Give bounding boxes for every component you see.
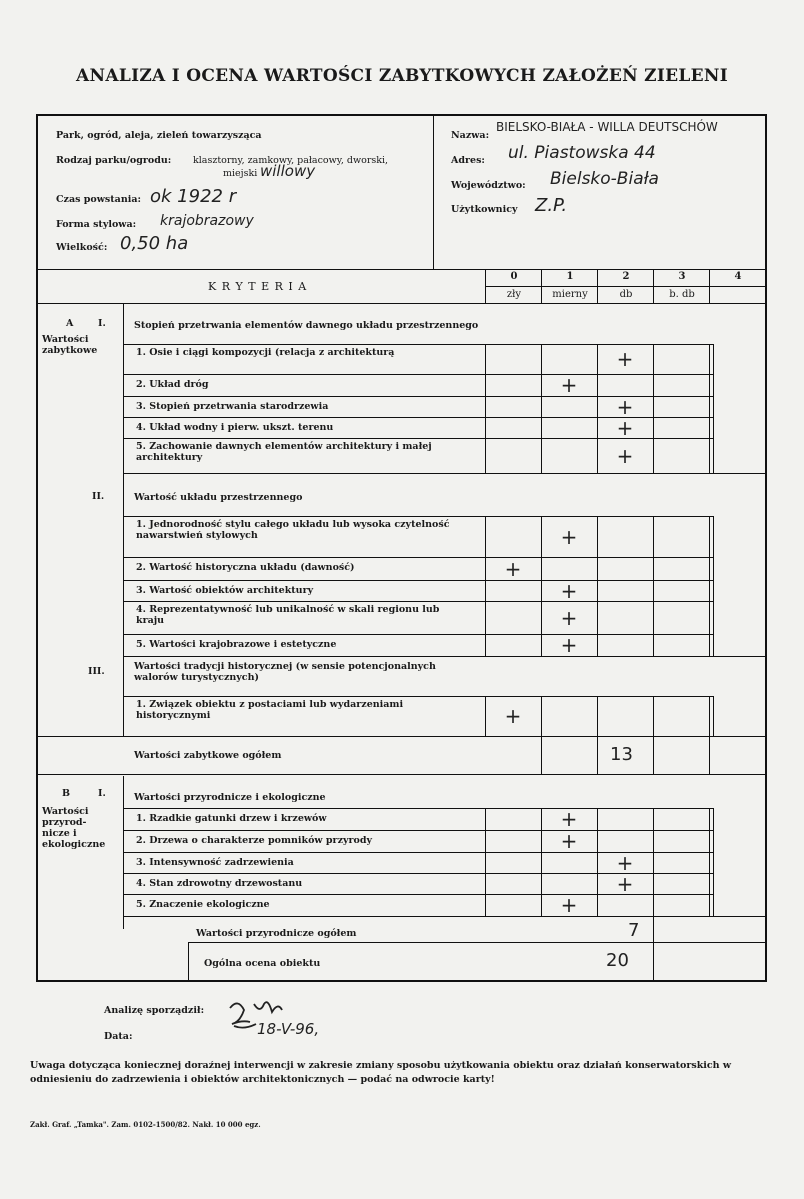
rule — [123, 830, 713, 831]
section-a-roman3: III. — [88, 666, 105, 677]
group2-row-5: 5. Wartości krajobrazowe i estetyczne — [136, 639, 337, 650]
section-a-code: A — [66, 318, 74, 329]
rule — [597, 601, 598, 634]
rule — [485, 580, 486, 601]
rule — [123, 656, 713, 657]
rule — [485, 634, 486, 656]
rule — [485, 417, 486, 438]
group1-title: Stopień przetrwania elementów dawnego układu przestrzennego — [134, 320, 479, 331]
scale-word-1: mierny — [552, 289, 588, 300]
rule — [485, 601, 486, 634]
print-info: Zakł. Graf. „Tamka". Zam. 0102-1500/82. Nakł. 10 000 egz. — [30, 1120, 261, 1129]
group1-row-2: 2. Układ dróg — [136, 379, 209, 390]
section-b-name: Wartości przyrod-nicze i ekologiczne — [42, 806, 106, 850]
forma-value: krajobrazowy — [160, 213, 254, 229]
section-b-total-label: Wartości przyrodnicze ogółem — [196, 928, 357, 939]
footer-note: Uwaga dotycząca koniecznej doraźnej interwencji w zakresie zmiany sposobu użytkowania obiektu oraz działań konserwatorskich w odniesieniu do zadrzewienia i obiektów architektonicznych — podać na odwrocie karty! — [30, 1060, 732, 1085]
rule — [123, 601, 713, 602]
rule — [123, 344, 713, 345]
rule — [597, 634, 598, 656]
rule — [541, 438, 542, 473]
woj-label: Województwo: — [451, 180, 526, 191]
rule — [713, 344, 714, 473]
rule — [709, 516, 710, 557]
group2-mark-5: + — [560, 633, 578, 657]
rule — [597, 580, 598, 601]
rule — [541, 557, 542, 580]
rule — [597, 374, 598, 396]
rule — [709, 580, 710, 601]
czas-label: Czas powstania: — [56, 194, 141, 205]
wielkosc-label: Wielkość: — [56, 242, 108, 253]
rule — [653, 344, 654, 374]
section-a-roman1: I. — [98, 318, 106, 329]
page-title: ANALIZA I OCENA WARTOŚCI ZABYTKOWYCH ZAŁOŻEŃ ZIELENI — [76, 66, 728, 86]
group1-mark-1: + — [616, 347, 634, 371]
rule — [485, 374, 486, 396]
section-b-roman1: I. — [98, 788, 106, 799]
form-frame — [36, 114, 767, 982]
rule — [597, 269, 598, 303]
rule — [709, 873, 710, 894]
rule — [485, 516, 486, 557]
kryteria-label: K R Y T E R I A — [208, 280, 308, 293]
rule — [485, 830, 486, 852]
rule — [597, 830, 598, 852]
overall-label: Ogólna ocena obiektu — [204, 958, 321, 969]
scale-word-2: db — [619, 289, 633, 300]
rule — [713, 516, 714, 656]
rule — [38, 774, 767, 775]
rule — [713, 696, 714, 736]
rule — [653, 580, 654, 601]
rule — [709, 374, 710, 396]
scale-word-3: b. db — [669, 289, 695, 300]
group2-row-2: 2. Wartość historyczna układu (dawność) — [136, 562, 355, 573]
rule — [653, 516, 654, 557]
rule — [709, 344, 710, 374]
rule — [485, 344, 486, 374]
forma-label: Forma stylowa: — [56, 219, 137, 230]
group1-mark-5: + — [616, 443, 634, 468]
rule — [123, 634, 713, 635]
rule — [541, 736, 542, 774]
section-a-total-label: Wartości zabytkowe ogółem — [134, 750, 282, 761]
rule — [653, 601, 654, 634]
rule — [485, 852, 486, 873]
analysis-label: Analizę sporządził: — [104, 1005, 205, 1016]
rule — [541, 417, 542, 438]
rule — [709, 736, 710, 774]
group2-mark-4: + — [560, 605, 578, 630]
overall-value: 20 — [606, 950, 629, 971]
groupb-row-5: 5. Znaczenie ekologiczne — [136, 899, 270, 910]
section-a-name: Wartości zabytkowe — [42, 334, 98, 356]
rule — [123, 580, 713, 581]
rule — [653, 830, 654, 852]
group1-row-3: 3. Stopień przetrwania starodrzewia — [136, 401, 329, 412]
rule — [653, 634, 654, 656]
adres-label: Adres: — [451, 155, 485, 166]
rule — [123, 473, 713, 474]
rule — [709, 438, 710, 473]
scale-word-0: zły — [506, 289, 522, 300]
scale-number-3: 3 — [678, 271, 686, 282]
wielkosc-value: 0,50 ha — [120, 233, 189, 254]
section-b-code: B — [62, 788, 71, 799]
scale-number-4: 4 — [734, 271, 742, 282]
rule — [653, 894, 654, 916]
rule — [485, 396, 486, 417]
group3-row-1: 1. Związek obiektu z postaciami lub wydarzeniami historycznymi — [136, 699, 404, 721]
rule — [485, 894, 486, 916]
adres-value: ul. Piastowska 44 — [508, 143, 656, 163]
rule — [709, 830, 710, 852]
group3-mark-1: + — [504, 704, 522, 728]
scale-number-0: 0 — [510, 271, 518, 282]
type-label: Rodzaj parku/ogrodu: — [56, 155, 172, 166]
group1-mark-2: + — [560, 373, 578, 397]
rule — [188, 942, 767, 943]
rule — [485, 808, 486, 830]
group1-row-1: 1. Osie i ciągi kompozycji (relacja z architekturą — [136, 347, 395, 358]
rule — [597, 894, 598, 916]
czas-value: ok 1922 r — [150, 186, 237, 207]
rule — [541, 873, 542, 894]
rule — [485, 438, 486, 473]
rule — [188, 942, 189, 982]
group2-mark-1: + — [560, 524, 578, 549]
rule — [123, 916, 767, 917]
rule — [653, 396, 654, 417]
group1-row-4: 4. Układ wodny i pierw. ukszt. terenu — [136, 422, 334, 433]
rule — [541, 269, 542, 303]
rule — [123, 557, 713, 558]
group1-row-5: 5. Zachowanie dawnych elementów architektury i małej architektury — [136, 441, 432, 463]
rule — [653, 374, 654, 396]
rule — [653, 808, 654, 830]
group1-mark-4: + — [616, 415, 634, 440]
rule — [653, 269, 654, 303]
groupb-mark-2: + — [560, 829, 578, 853]
rule — [709, 808, 710, 830]
rule — [653, 557, 654, 580]
rule — [597, 516, 598, 557]
section-a-total-value: 13 — [610, 744, 633, 765]
groupb-mark-5: + — [560, 893, 578, 917]
rule — [123, 736, 713, 737]
rule — [653, 852, 654, 873]
rule — [123, 808, 713, 809]
rule — [123, 516, 713, 517]
group2-mark-3: + — [560, 578, 578, 603]
rule — [123, 374, 713, 375]
group1-mark-3: + — [616, 394, 634, 419]
uzyt-label: Użytkownicy — [451, 204, 518, 215]
group2-row-4: 4. Reprezentatywność lub unikalność w skali regionu lub kraju — [136, 604, 440, 626]
rule — [653, 916, 654, 942]
group2-row-1: 1. Jednorodność stylu całego układu lub wysoka czytelność nawarstwień stylowych — [136, 519, 450, 541]
rule — [541, 696, 542, 736]
rule — [123, 696, 713, 697]
groupb-row-1: 1. Rzadkie gatunki drzew i krzewów — [136, 813, 327, 824]
rule — [713, 808, 714, 916]
group2-mark-2: + — [504, 556, 522, 581]
rule — [597, 557, 598, 580]
scale-number-1: 1 — [566, 271, 574, 282]
groupb-mark-4: + — [616, 871, 634, 896]
scale-number-2: 2 — [622, 271, 630, 282]
rule — [597, 808, 598, 830]
rule — [485, 873, 486, 894]
group3-title: Wartości tradycji historycznej (w sensie potencjonalnych walorów turystycznych) — [134, 661, 436, 683]
rule — [541, 344, 542, 374]
date-value: 18-V-96, — [257, 1020, 320, 1038]
section-a-roman2: II. — [92, 491, 105, 502]
rule — [541, 396, 542, 417]
rule — [485, 269, 486, 303]
groupb-row-4: 4. Stan zdrowotny drzewostanu — [136, 878, 303, 889]
rule — [485, 286, 767, 287]
rule — [597, 696, 598, 736]
rule — [597, 736, 598, 774]
groupb-row-2: 2. Drzewa o charakterze pomników przyrody — [136, 835, 372, 846]
type-options: klasztorny, zamkowy, pałacowy, dworski, — [193, 155, 389, 166]
rule — [653, 417, 654, 438]
rule — [653, 696, 654, 736]
group2-row-3: 3. Wartość obiektów architektury — [136, 585, 314, 596]
rule — [709, 269, 710, 303]
rule — [709, 417, 710, 438]
rule — [38, 269, 767, 270]
type-value: willowy — [260, 162, 316, 180]
rule — [709, 696, 710, 736]
rule — [709, 396, 710, 417]
date-label: Data: — [104, 1031, 133, 1042]
section-b-total-value: 7 — [628, 920, 640, 941]
groupb-row-3: 3. Intensywność zadrzewienia — [136, 857, 294, 868]
uzyt-value: Z.P. — [535, 195, 568, 216]
section-b-group-title: Wartości przyrodnicze i ekologiczne — [134, 792, 326, 803]
rule — [709, 601, 710, 634]
nazwa-value: BIELSKO-BIAŁA - WILLA DEUTSCHÓW — [496, 120, 718, 134]
rule — [653, 438, 654, 473]
rule — [123, 303, 124, 736]
rule — [541, 852, 542, 873]
rule — [38, 303, 767, 304]
groupb-mark-1: + — [560, 807, 578, 831]
type-options-city: miejski — [223, 168, 258, 179]
rule — [653, 736, 654, 774]
header-divider — [433, 116, 434, 269]
groupb-mark-3: + — [616, 850, 634, 875]
rule — [653, 873, 654, 894]
rule — [709, 894, 710, 916]
group2-title: Wartość układu przestrzennego — [134, 492, 303, 503]
rule — [709, 852, 710, 873]
woj-value: Bielsko-Biała — [550, 169, 659, 189]
nazwa-label: Nazwa: — [451, 130, 490, 141]
rule — [709, 634, 710, 656]
park-label: Park, ogród, aleja, zieleń towarzysząca — [56, 130, 262, 141]
rule — [653, 942, 654, 982]
rule — [709, 557, 710, 580]
